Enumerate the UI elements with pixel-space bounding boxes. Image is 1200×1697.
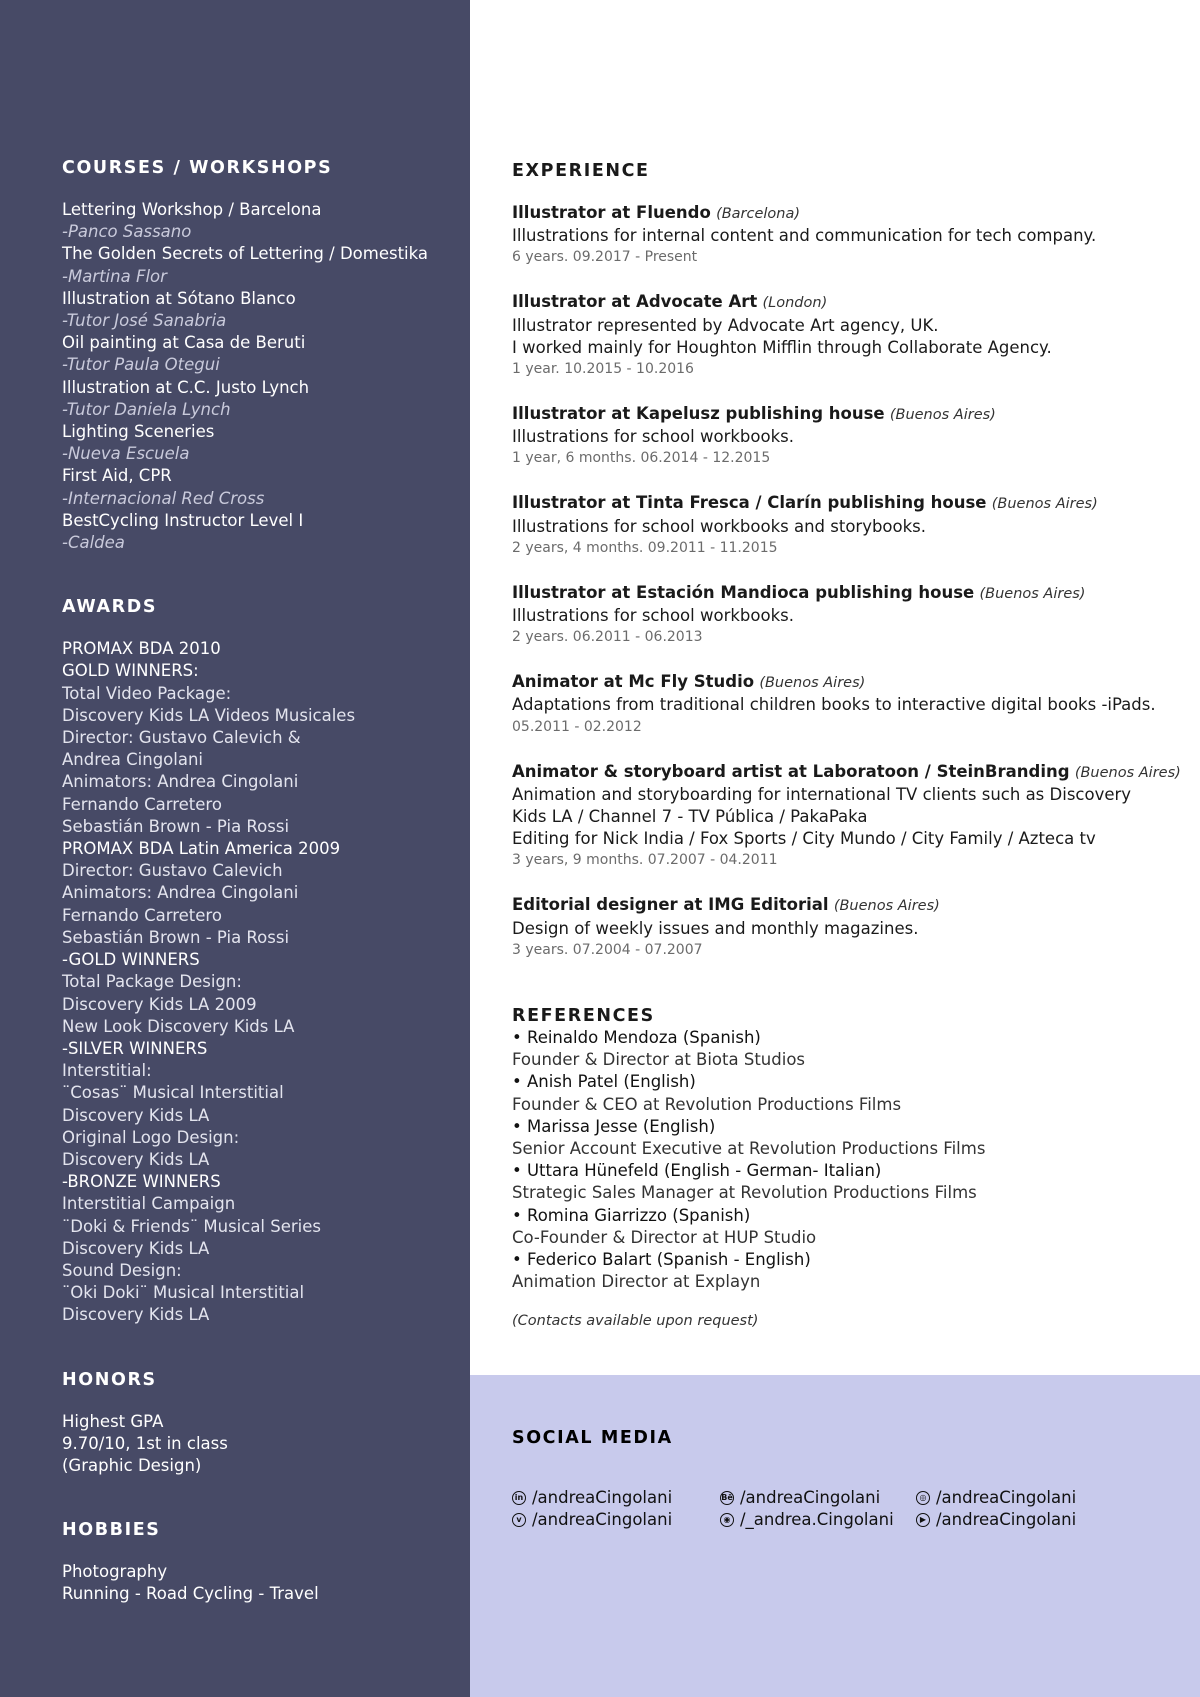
award-line: Fernando Carretero	[62, 794, 222, 814]
award-line: PROMAX BDA Latin America 2009	[62, 839, 341, 859]
social-link-instagram[interactable]	[720, 1509, 894, 1531]
award-line: -GOLD WINNERS	[62, 950, 200, 970]
award-line: Animators: Andrea Cingolani	[62, 883, 299, 903]
job-role: Illustrator at Advocate Art	[512, 292, 758, 312]
course-name: Lighting Sceneries	[62, 422, 215, 442]
experience-title: EXPERIENCE	[512, 161, 650, 181]
award-line: Sebastián Brown - Pia Rossi	[62, 927, 290, 947]
job-location: (Buenos Aires)	[759, 675, 866, 692]
honors-line: (Graphic Design)	[62, 1455, 202, 1475]
vimeo-icon: v	[512, 1513, 526, 1527]
job-period: 2 years. 06.2011 - 06.2013	[512, 629, 703, 646]
behance-icon: Bē	[720, 1491, 734, 1505]
hobbies-title: HOBBIES	[62, 1520, 161, 1541]
courses-section	[62, 157, 462, 554]
job-entry	[512, 894, 1192, 960]
social-link-youtube[interactable]	[916, 1509, 1076, 1531]
job-period: 05.2011 - 02.2012	[512, 718, 642, 735]
social-handle: /andreaCingolani	[740, 1488, 881, 1507]
job-location: (Buenos Aires)	[979, 585, 1086, 602]
job-entry	[512, 291, 1192, 380]
reference-name: • Uttara Hünefeld (English - German- Italian)	[512, 1161, 882, 1181]
job-period: 1 year. 10.2015 - 10.2016	[512, 361, 694, 378]
social-link-linkedin[interactable]	[512, 1487, 672, 1509]
course-name: Oil painting at Casa de Beruti	[62, 333, 306, 353]
courses-list	[62, 199, 462, 554]
social-media-section	[512, 1427, 1192, 1537]
course-tutor: -Martina Flor	[62, 266, 167, 286]
job-role: Illustrator at Fluendo	[512, 203, 711, 222]
award-line: Fernando Carretero	[62, 905, 222, 925]
award-line: Discovery Kids LA	[62, 1238, 210, 1258]
award-line: Interstitial Campaign	[62, 1194, 236, 1214]
social-links	[512, 1487, 1192, 1537]
hobbies-section	[62, 1519, 462, 1605]
youtube-icon: ▶	[916, 1513, 930, 1527]
job-description: Animation and storyboarding for international TV clients such as Discovery	[512, 784, 1132, 804]
job-location: (Buenos Aires)	[991, 496, 1098, 513]
social-handle: /andreaCingolani	[936, 1510, 1077, 1529]
award-line: ¨Doki & Friends¨ Musical Series	[62, 1216, 322, 1236]
award-line: New Look Discovery Kids LA	[62, 1016, 295, 1036]
social-handle: /andreaCingolani	[532, 1488, 673, 1507]
award-line: -SILVER WINNERS	[62, 1038, 208, 1058]
social-link-behance[interactable]	[720, 1487, 880, 1509]
job-entry	[512, 202, 1192, 268]
job-description: Adaptations from traditional children books to interactive digital books -iPads.	[512, 695, 1156, 715]
reference-role: Strategic Sales Manager at Revolution Productions Films	[512, 1183, 977, 1203]
job-location: (London)	[762, 295, 828, 312]
job-role: Illustrator at Kapelusz publishing house	[512, 404, 885, 424]
hobbies-line: Photography	[62, 1562, 168, 1582]
honors-title: HONORS	[62, 1369, 157, 1390]
job-location: (Buenos Aires)	[833, 898, 940, 915]
job-description: I worked mainly for Houghton Mifflin through Collaborate Agency.	[512, 337, 1052, 357]
course-tutor: -Panco Sassano	[62, 222, 192, 242]
job-location: (Buenos Aires)	[1074, 764, 1181, 781]
award-line: Discovery Kids LA	[62, 1305, 210, 1325]
references-title: REFERENCES	[512, 1006, 655, 1026]
award-line: Discovery Kids LA 2009	[62, 994, 257, 1014]
course-name: Lettering Workshop / Barcelona	[62, 200, 322, 219]
job-entry	[512, 582, 1192, 648]
reference-name: • Marissa Jesse (English)	[512, 1116, 716, 1136]
social-handle: /_andrea.Cingolani	[740, 1510, 894, 1529]
honors-section	[62, 1369, 462, 1478]
experience-section	[512, 160, 1192, 984]
job-role: Editorial designer at IMG Editorial	[512, 895, 829, 915]
award-line: ¨Oki Doki¨ Musical Interstitial	[62, 1283, 305, 1303]
award-line: Discovery Kids LA	[62, 1149, 210, 1169]
award-line: Discovery Kids LA Videos Musicales	[62, 705, 356, 725]
award-line: Total Package Design:	[62, 972, 242, 992]
job-period: 3 years, 9 months. 07.2007 - 04.2011	[512, 852, 778, 869]
awards-title: AWARDS	[62, 597, 158, 618]
reference-name: • Anish Patel (English)	[512, 1072, 696, 1092]
linkedin-icon: in	[512, 1491, 526, 1505]
references-section	[512, 1005, 1192, 1329]
award-line: Animators: Andrea Cingolani	[62, 772, 299, 792]
job-entry	[512, 671, 1192, 737]
reference-name: • Reinaldo Mendoza (Spanish)	[512, 1028, 761, 1047]
courses-title: COURSES / WORKSHOPS	[62, 158, 333, 178]
course-tutor: -Tutor Paula Otegui	[62, 355, 220, 375]
job-description: Illustrations for school workbooks and storybooks.	[512, 516, 927, 536]
job-entry	[512, 761, 1192, 872]
award-line: PROMAX BDA 2010	[62, 639, 221, 659]
course-name: The Golden Secrets of Lettering / Domestika	[62, 244, 428, 264]
honors-line: 9.70/10, 1st in class	[62, 1433, 228, 1453]
job-role: Animator & storyboard artist at Laboratoon / SteinBranding	[512, 761, 1070, 781]
award-line: Sebastián Brown - Pia Rossi	[62, 816, 290, 836]
award-line: GOLD WINNERS:	[62, 661, 199, 681]
award-line: Total Video Package:	[62, 683, 232, 703]
award-line: Director: Gustavo Calevich &	[62, 728, 301, 748]
job-period: 2 years, 4 months. 09.2011 - 11.2015	[512, 539, 778, 556]
job-location: (Barcelona)	[716, 206, 801, 222]
job-entry	[512, 403, 1192, 469]
reference-role: Founder & CEO at Revolution Productions Films	[512, 1094, 902, 1114]
social-handle: /andreaCingolani	[936, 1488, 1077, 1507]
job-period: 1 year, 6 months. 06.2014 - 12.2015	[512, 450, 771, 467]
reference-role: Senior Account Executive at Revolution Productions Films	[512, 1139, 986, 1159]
course-tutor: -Nueva Escuela	[62, 444, 190, 464]
course-name: First Aid, CPR	[62, 466, 172, 486]
job-description: Illustrations for internal content and communication for tech company.	[512, 226, 1097, 246]
award-line: -BRONZE WINNERS	[62, 1172, 221, 1192]
job-period: 6 years. 09.2017 - Present	[512, 249, 698, 266]
awards-section	[62, 596, 462, 1326]
job-description: Illustrations for school workbooks.	[512, 427, 794, 447]
social-title: SOCIAL MEDIA	[512, 1428, 673, 1448]
award-line: ¨Cosas¨ Musical Interstitial	[62, 1083, 284, 1103]
social-handle: /andreaCingolani	[532, 1510, 673, 1529]
course-tutor: -Internacional Red Cross	[62, 488, 265, 508]
dribbble-icon: ◎	[916, 1491, 930, 1505]
references-note: (Contacts available upon request)	[512, 1313, 759, 1330]
course-name: Illustration at Sótano Blanco	[62, 288, 296, 308]
left-sidebar	[0, 0, 470, 1697]
job-period: 3 years. 07.2004 - 07.2007	[512, 941, 703, 958]
award-line: Discovery Kids LA	[62, 1105, 210, 1125]
course-name: BestCycling Instructor Level I	[62, 510, 304, 530]
job-role: Illustrator at Estación Mandioca publishing house	[512, 582, 975, 602]
job-description: Illustrations for school workbooks.	[512, 606, 794, 626]
sidebar-content	[62, 157, 462, 1648]
hobbies-line: Running - Road Cycling - Travel	[62, 1584, 319, 1604]
job-description: Editing for Nick India / Fox Sports / City Mundo / City Family / Azteca tv	[512, 829, 1096, 849]
social-link-vimeo[interactable]	[512, 1509, 672, 1531]
award-line: Sound Design:	[62, 1260, 182, 1280]
course-tutor: -Tutor José Sanabria	[62, 311, 227, 331]
reference-name: • Romina Giarrizzo (Spanish)	[512, 1205, 751, 1225]
job-description: Design of weekly issues and monthly magazines.	[512, 918, 919, 938]
award-line: Interstitial:	[62, 1061, 152, 1081]
job-role: Illustrator at Tinta Fresca / Clarín publishing house	[512, 493, 987, 513]
awards-list	[62, 638, 462, 1326]
job-description: Illustrator represented by Advocate Art agency, UK.	[512, 315, 939, 335]
award-line: Original Logo Design:	[62, 1127, 240, 1147]
job-entry	[512, 492, 1192, 558]
social-link-dribbble[interactable]	[916, 1487, 1076, 1509]
job-description: Kids LA / Channel 7 - TV Pública / PakaPaka	[512, 807, 868, 827]
job-role: Animator at Mc Fly Studio	[512, 672, 755, 692]
course-tutor: -Caldea	[62, 533, 125, 553]
honors-line: Highest GPA	[62, 1411, 164, 1431]
reference-role: Co-Founder & Director at HUP Studio	[512, 1227, 817, 1247]
reference-role: Founder & Director at Biota Studios	[512, 1050, 806, 1070]
course-tutor: -Tutor Daniela Lynch	[62, 399, 231, 419]
course-name: Illustration at C.C. Justo Lynch	[62, 377, 310, 397]
reference-role: Animation Director at Explayn	[512, 1272, 761, 1292]
instagram-icon: ◉	[720, 1513, 734, 1527]
award-line: Andrea Cingolani	[62, 750, 204, 770]
reference-name: • Federico Balart (Spanish - English)	[512, 1250, 811, 1270]
award-line: Director: Gustavo Calevich	[62, 861, 283, 881]
job-location: (Buenos Aires)	[889, 407, 996, 424]
